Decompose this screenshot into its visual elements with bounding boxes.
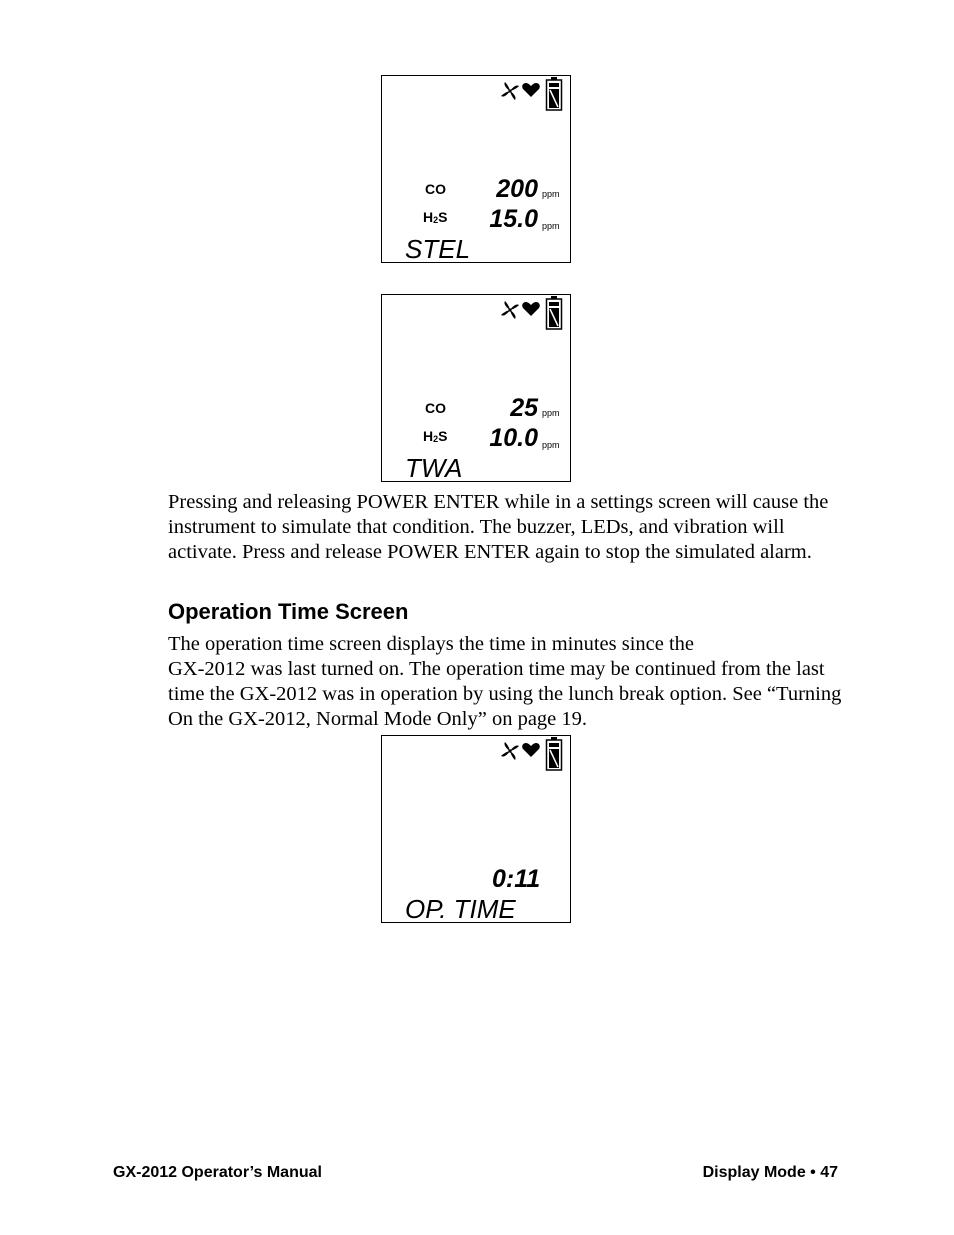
lcd-screen-twa (381, 294, 571, 482)
heart-icon (522, 302, 540, 316)
mode-label-op-time: OP. TIME (405, 894, 516, 924)
battery-icon (547, 77, 562, 110)
fan-icon (501, 742, 519, 760)
gas-unit-h2s: ppm (542, 440, 560, 450)
lcd-screen-stel (381, 75, 571, 263)
footer-left: GX-2012 Operator’s Manual (113, 1164, 322, 1181)
mode-label-twa: TWA (405, 453, 463, 483)
gas-value-co: 200 (496, 175, 538, 203)
gas-unit-h2s: ppm (542, 221, 560, 231)
op-time-value: 0:11 (492, 865, 541, 893)
battery-icon (547, 296, 562, 329)
body-paragraph-2-line-1: The operation time screen displays the time in minutes since the (168, 633, 695, 655)
section-heading: Operation Time Screen (168, 599, 409, 624)
gas-value-h2s: 10.0 (489, 424, 538, 452)
fan-icon (501, 301, 519, 319)
gas-name-h2s: H2S (423, 428, 448, 444)
mode-label-stel: STEL (405, 234, 471, 264)
gas-unit-co: ppm (542, 189, 560, 199)
heart-icon (522, 83, 540, 97)
fan-icon (501, 82, 519, 100)
footer-right: Display Mode • 47 (702, 1164, 838, 1181)
gas-name-co: CO (425, 181, 446, 197)
body-paragraph-2 (168, 632, 848, 732)
status-icons (498, 76, 568, 116)
gas-unit-co: ppm (542, 408, 560, 418)
status-icons (498, 295, 568, 335)
lcd-screen-op-time (381, 735, 571, 923)
gas-name-h2s: H2S (423, 209, 448, 225)
heart-icon (522, 743, 540, 757)
body-paragraph-1: Pressing and releasing POWER ENTER while in a settings screen will cause the instrument to simulate that condition. The buzzer, LEDs, and vibration will activate. Press and release POWER ENTER again to stop the simulated alarm. (168, 491, 829, 563)
body-paragraph-2-rest: GX-2012 was last turned on. The operation time may be continued from the last time the GX-2012 was in operation by using the lunch break option. See “Turning On the GX-2012, Normal Mode Only” on page 19. (168, 658, 842, 730)
gas-name-co: CO (425, 400, 446, 416)
gas-value-co: 25 (510, 394, 538, 422)
gas-value-h2s: 15.0 (489, 205, 538, 233)
status-icons (498, 736, 568, 776)
battery-icon (547, 737, 562, 770)
